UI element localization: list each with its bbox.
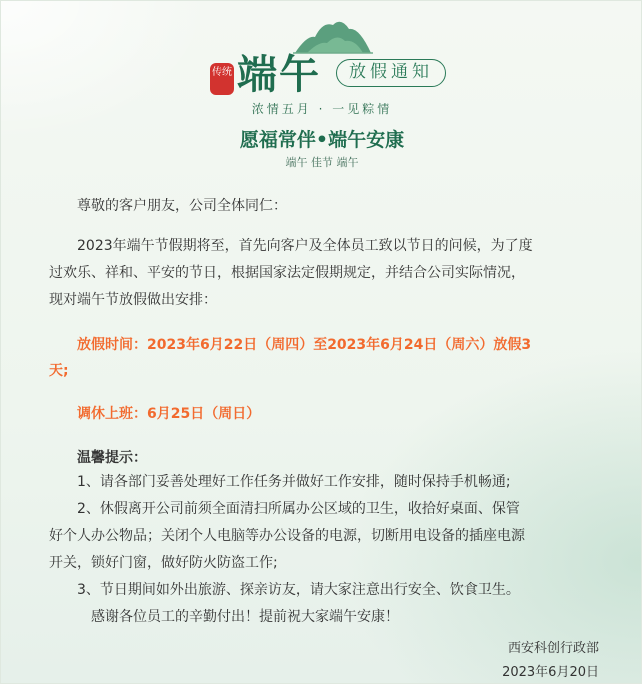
festival-title: 端午 [237, 52, 321, 98]
holiday-period-line-2: 天; [49, 363, 69, 379]
holiday-notice-label: 放假通知 [336, 59, 446, 87]
makeup-workday: 调休上班：6月25日（周日） [77, 406, 261, 422]
intro-line-3: 现对端午节放假做出安排： [49, 292, 217, 308]
intro-line-1: 2023年端午节假期将至，首先向客户及全体员工致以节日的问候，为了度 [77, 238, 533, 254]
intro-line-2: 过欢乐、祥和、平安的节日，根据国家法定假期规定，并结合公司实际情况， [49, 265, 525, 281]
headline: 愿福常伴•端午安康 [239, 129, 405, 151]
tips-title: 温馨提示： [77, 450, 147, 466]
holiday-period-line-1: 放假时间：2023年6月22日（周四）至2023年6月24日（周六）放假3 [77, 337, 532, 353]
thanks-message: 感谢各位员工的辛勤付出！提前祝大家端午安康！ [91, 609, 399, 625]
tip-2-line-3: 开关，锁好门窗，做好防火防盗工作; [49, 555, 278, 571]
tip-3: 3、节日期间如外出旅游、探亲访友，请大家注意出行安全、饮食卫生。 [77, 582, 520, 598]
traditional-badge: 传统 [210, 63, 234, 95]
tip-2-line-2: 好个人办公物品；关闭个人电脑等办公设备的电源，切断用电设备的插座电源 [49, 528, 525, 544]
slogan: 浓情五月 · 一见粽情 [251, 102, 393, 116]
tag-line: 端午 佳节 端午 [285, 156, 359, 169]
signature-org: 西安科创行政部 [507, 641, 599, 656]
greeting: 尊敬的客户朋友，公司全体同仁： [77, 198, 287, 214]
signature-date: 2023年6月20日 [502, 665, 599, 680]
tip-2-line-1: 2、休假离开公司前须全面清扫所属办公区域的卫生，收拾好桌面、保管 [77, 501, 520, 517]
mountain-illustration [293, 15, 373, 55]
tip-1: 1、请各部门妥善处理好工作任务并做好工作安排，随时保持手机畅通; [77, 474, 511, 490]
